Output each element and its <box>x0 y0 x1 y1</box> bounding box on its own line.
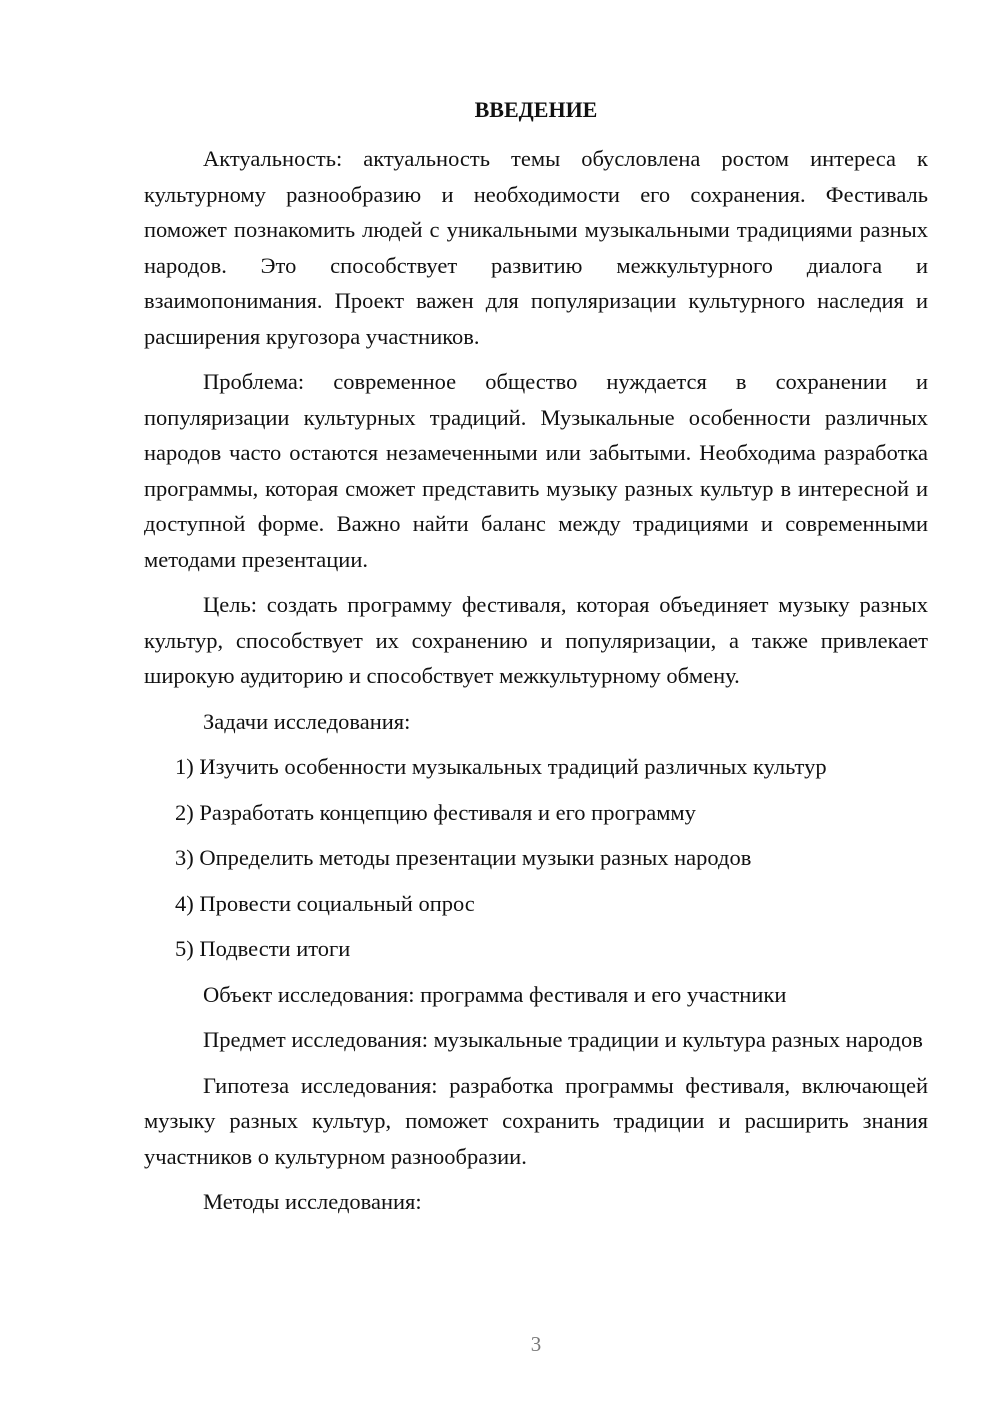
goal-paragraph: Цель: создать программу фестиваля, которая объединяет музыку разных культур, способствует их сохранению и популяризации, а также привлекает широкую аудиторию и способствует межкультурному обмену. <box>144 592 928 688</box>
task-item: 1) Изучить особенности музыкальных традиций различных культур <box>175 754 827 779</box>
task-item: 3) Определить методы презентации музыки разных народов <box>175 845 752 870</box>
methods-heading: Методы исследования: <box>203 1189 422 1214</box>
tasks-heading: Задачи исследования: <box>203 708 411 734</box>
page-content <box>144 92 928 1220</box>
hypothesis-paragraph: Гипотеза исследования: разработка программы фестиваля, включающей музыку разных культур, поможет сохранить традиции и расширить знания участников о культурном разнообразии. <box>144 1072 928 1169</box>
relevance-paragraph: Актуальность: актуальность темы обусловлена ростом интереса к культурному разнообразию и необходимости его сохранения. Фестиваль поможет познакомить людей с уникальными музыкальными традициями разных народов. Это способствует развитию межкультурного диалога и взаимопонимания. Проект важен для популяризации культурного наследия и расширения кругозора участников. <box>144 146 928 349</box>
tasks-list <box>144 749 928 967</box>
page-number: 3 <box>530 1332 542 1356</box>
task-item: 2) Разработать концепцию фестиваля и его программу <box>175 799 696 825</box>
problem-paragraph: Проблема: современное общество нуждается в сохранении и популяризации культурных традиций. Музыкальные особенности различных народов часто остаются незамеченными или забытыми. Необходима разработка программы, которая сможет представить музыку разных культур в интересной и доступной форме. Важно найти баланс между традициями и современными методами презентации. <box>144 369 928 572</box>
subject-paragraph: Предмет исследования: музыкальные традиции и культура разных народов <box>203 1027 923 1052</box>
task-item: 4) Провести социальный опрос <box>175 890 475 916</box>
section-title: ВВЕДЕНИЕ <box>474 97 598 122</box>
object-paragraph: Объект исследования: программа фестиваля и его участники <box>203 981 787 1007</box>
task-item: 5) Подвести итоги <box>175 936 351 961</box>
